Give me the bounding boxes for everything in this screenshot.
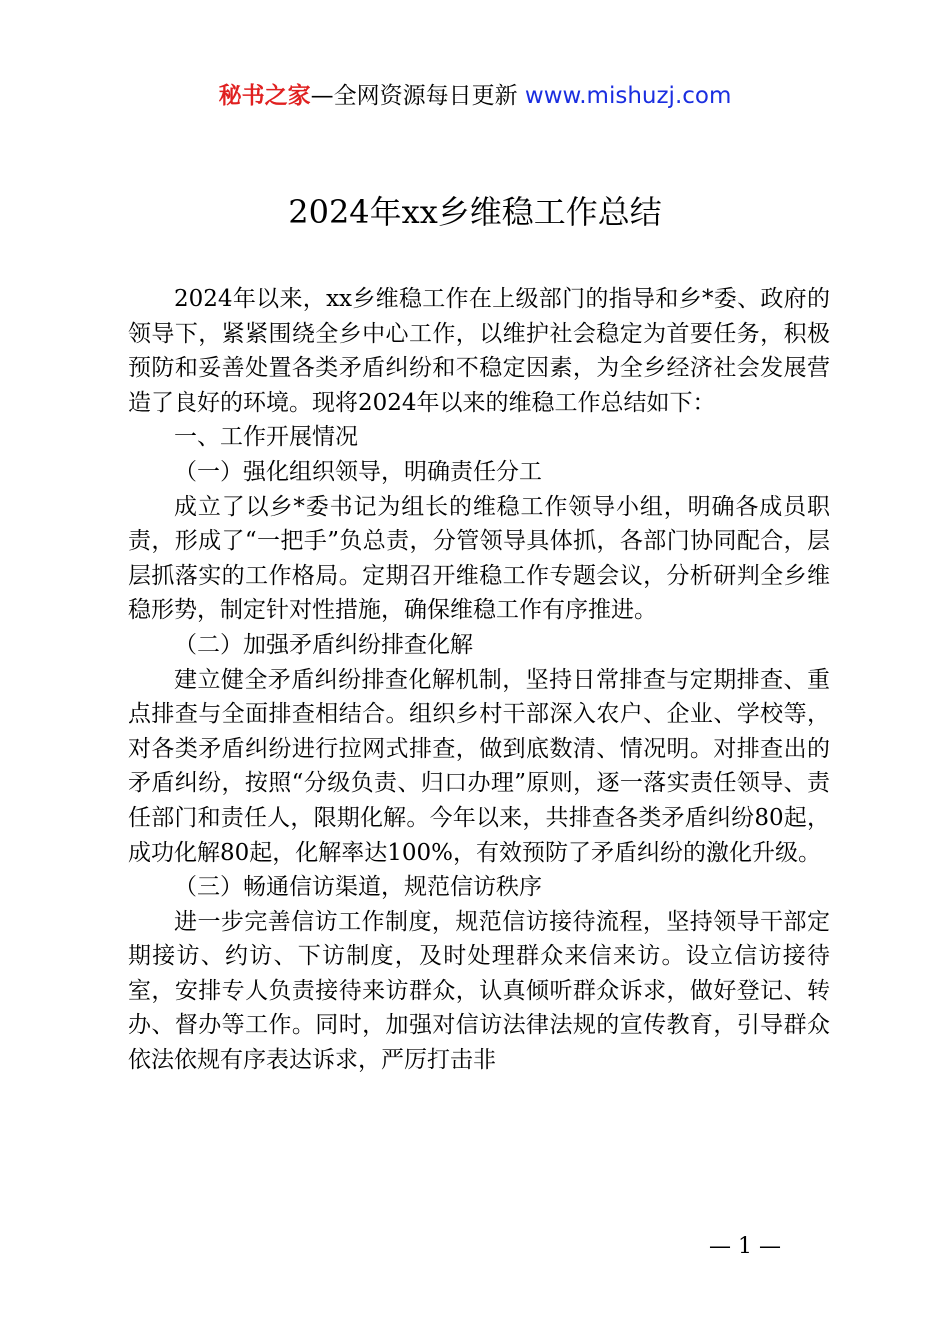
brand-name: 秘书之家	[218, 83, 311, 109]
subsection-heading: （三）畅通信访渠道，规范信访秩序	[174, 874, 542, 901]
subsection-heading: （二）加强矛盾纠纷排查化解	[174, 631, 473, 658]
site-header	[0, 80, 950, 112]
section-heading: 一、工作开展情况	[174, 424, 358, 451]
header-slogan: —全网资源每日更新	[310, 83, 525, 109]
body-paragraph: 进一步完善信访工作制度，规范信访接待流程，坚持领导干部定期接访、约访、下访制度，及时处理群众来信来访。设立信访接待室，安排专人负责接待来访群众，认真倾听群众诉求，做好登记、转办、督办等工作。同时，加强对信访法律法规的宣传教育，引导群众依法依规有序表达诉求，严厉打击非	[128, 908, 830, 1074]
subsection-heading: （一）强化组织领导，明确责任分工	[174, 458, 542, 485]
intro-paragraph: 2024年以来，xx乡维稳工作在上级部门的指导和乡*委、政府的领导下，紧紧围绕全乡中心工作，以维护社会稳定为首要任务，积极预防和妥善处置各类矛盾纠纷和不稳定因素，为全乡经济社会发展营造了良好的环境。现将2024年以来的维稳工作总结如下：	[128, 286, 830, 416]
document-body	[128, 282, 830, 1078]
page-number: — 1 —	[709, 1234, 781, 1259]
site-url-link[interactable]: www.mishuzj.com	[524, 83, 732, 109]
body-paragraph: 建立健全矛盾纠纷排查化解机制，坚持日常排查与定期排查、重点排查与全面排查相结合。组织乡村干部深入农户、企业、学校等，对各类矛盾纠纷进行拉网式排查，做到底数清、情况明。对排查出的矛盾纠纷，按照“分级负责、归口办理”原则，逐一落实责任领导、责任部门和责任人，限期化解。今年以来，共排查各类矛盾纠纷80起，成功化解80起，化解率达100%，有效预防了矛盾纠纷的激化升级。	[128, 666, 830, 866]
document-title: 2024年xx乡维稳工作总结	[288, 193, 662, 231]
body-paragraph: 成立了以乡*委书记为组长的维稳工作领导小组，明确各成员职责，形成了“一把手”负总责，分管领导具体抓，各部门协同配合，层层抓落实的工作格局。定期召开维稳工作专题会议，分析研判全乡维稳形势，制定针对性措施，确保维稳工作有序推进。	[128, 493, 830, 624]
